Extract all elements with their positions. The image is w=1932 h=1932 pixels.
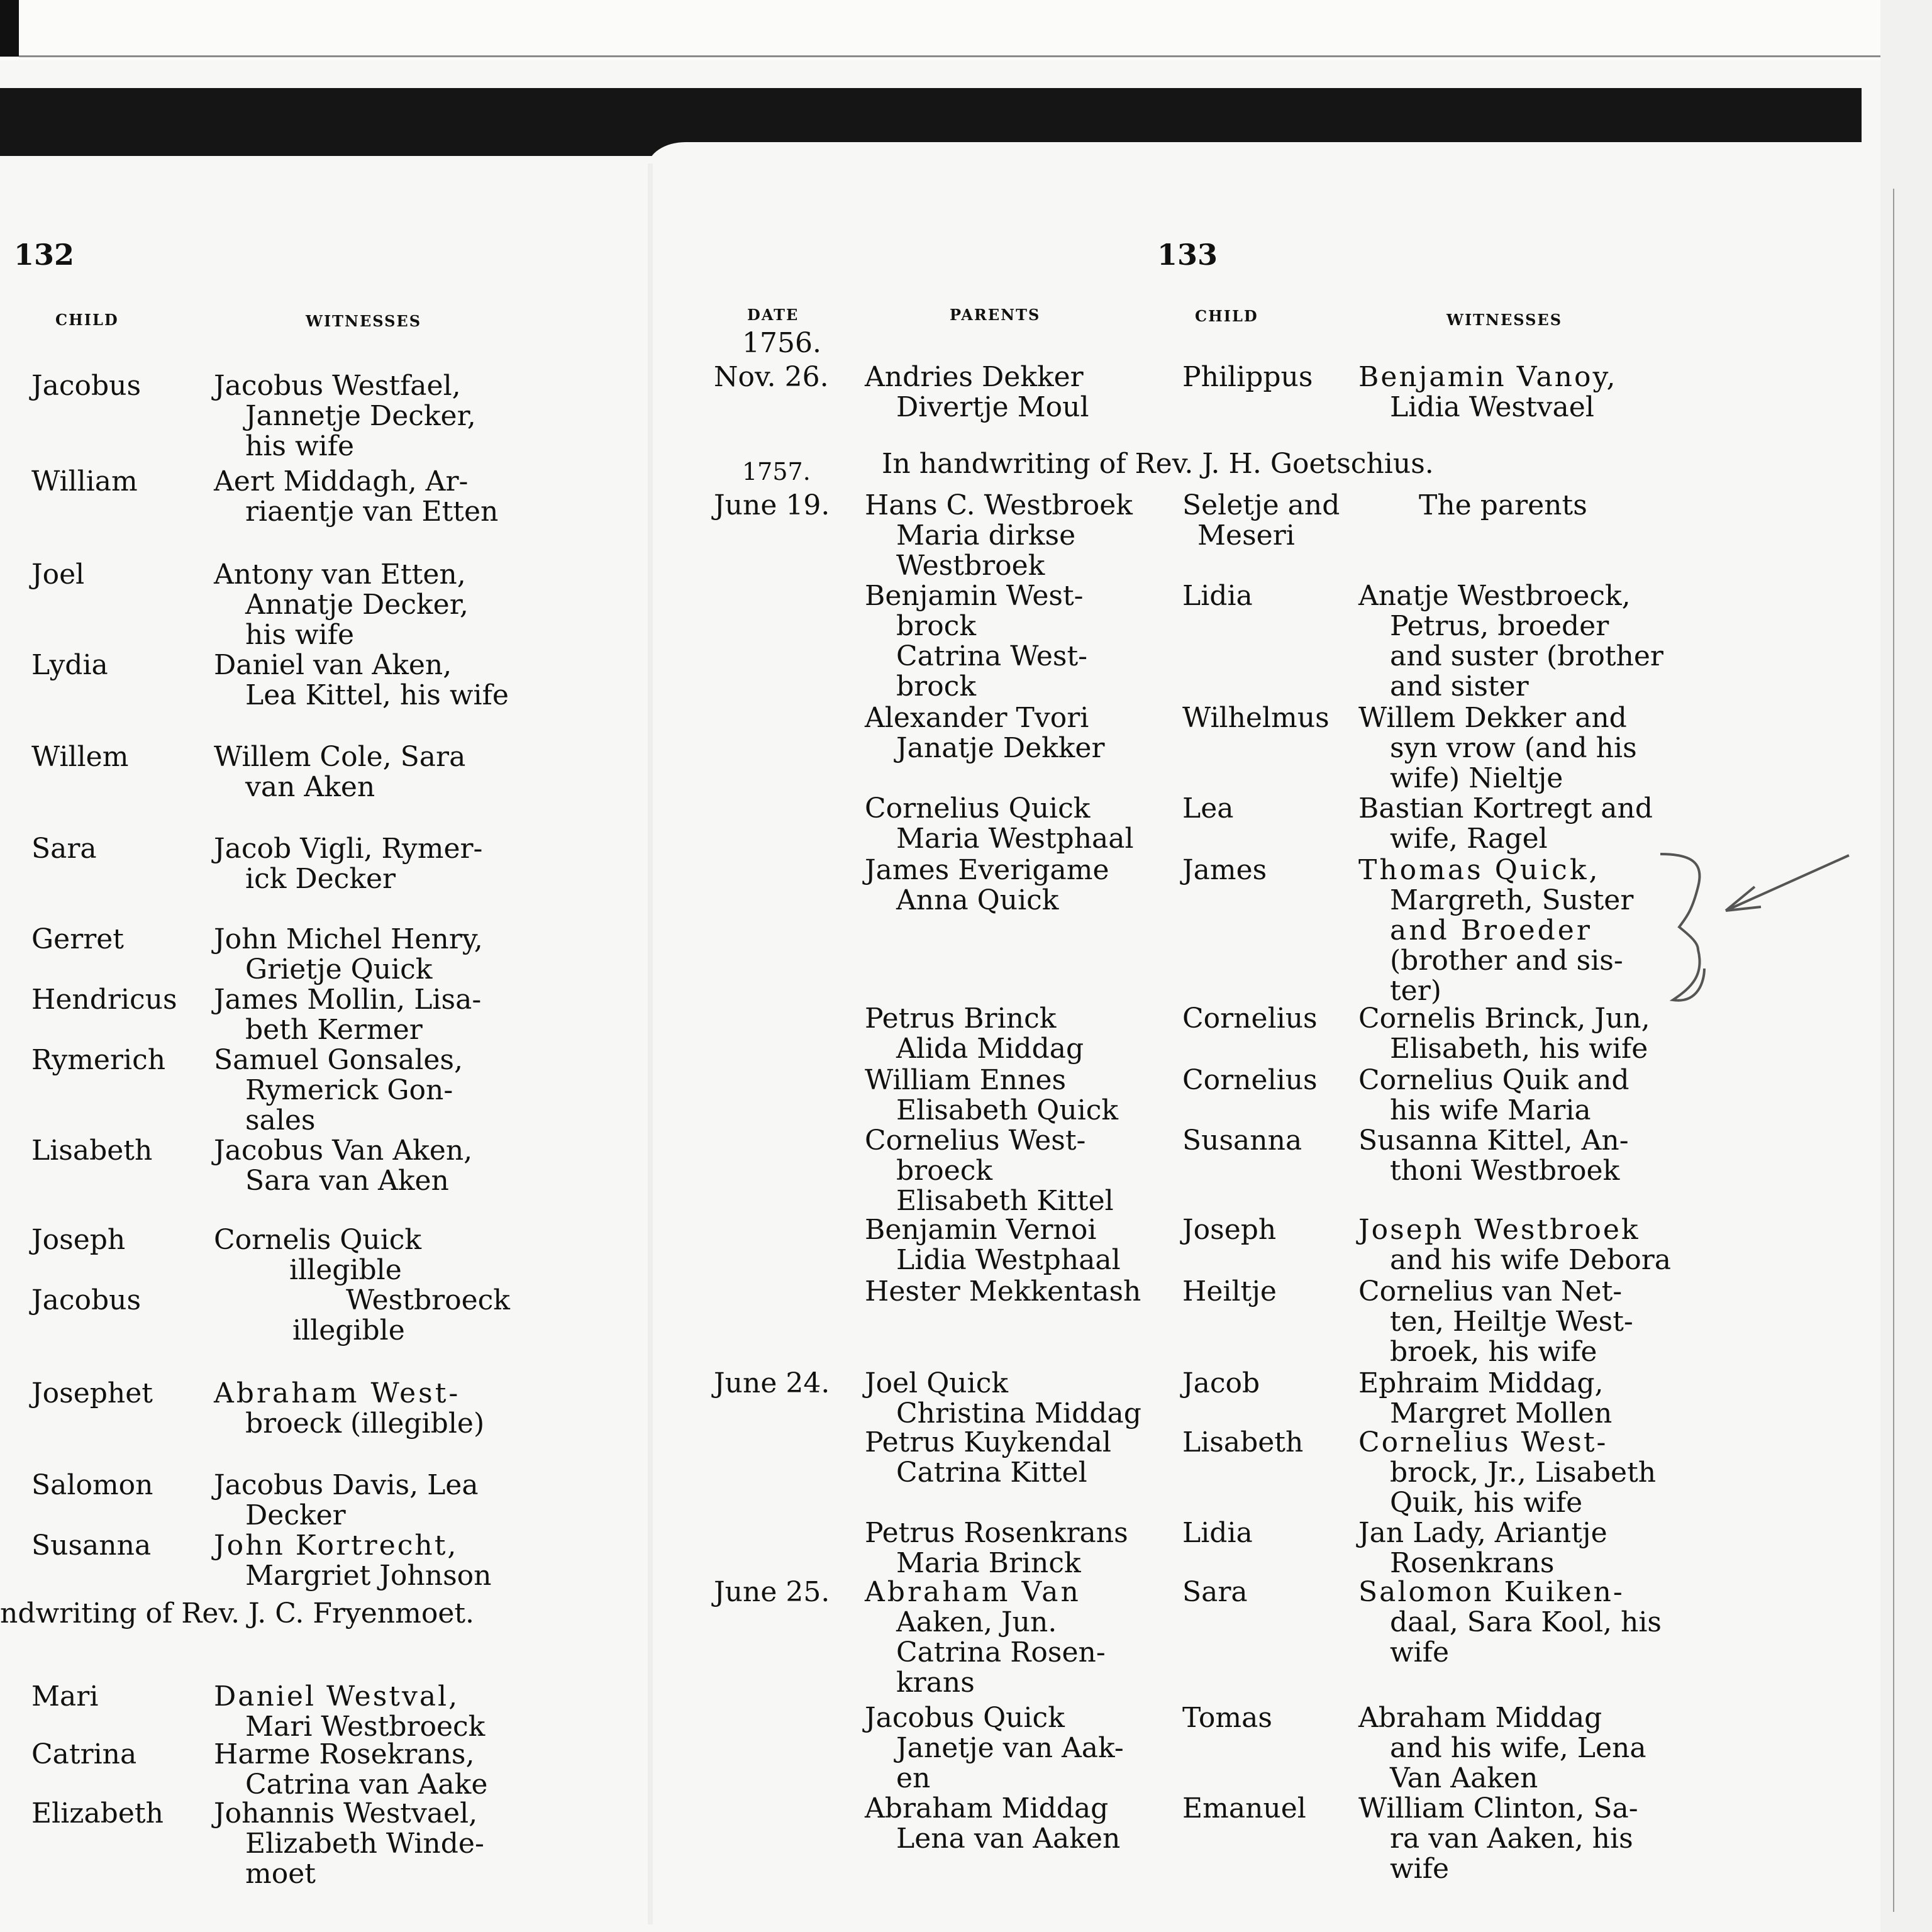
child-name: Cornelius bbox=[1182, 1064, 1318, 1096]
witnesses: Anatje Westbroeck, Petrus, broeder and suster (brother and sister bbox=[1358, 580, 1663, 702]
right-header-child: CHILD bbox=[1195, 307, 1258, 325]
child-name: Tomas bbox=[1182, 1702, 1272, 1734]
child-name: Emanuel bbox=[1182, 1792, 1306, 1824]
child-name: Cornelius bbox=[1182, 1002, 1318, 1035]
witnesses: William Clinton, Sa- ra van Aaken, his wife bbox=[1358, 1792, 1638, 1885]
witnesses: Jacob Vigli, Rymer- ick Decker bbox=[214, 833, 483, 895]
parents: Cornelius Quick Maria Westphaal bbox=[865, 792, 1134, 855]
parents: Petrus Rosenkrans Maria Brinck bbox=[865, 1517, 1128, 1579]
child-name: Willem bbox=[31, 741, 129, 773]
witnesses: Cornelius van Net- ten, Heiltje West- broek, his wife bbox=[1358, 1275, 1633, 1368]
child-name: Joseph bbox=[31, 1224, 126, 1256]
witnesses: John Michel Henry, Grietje Quick bbox=[214, 923, 483, 985]
child-name: Wilhelmus bbox=[1182, 702, 1330, 734]
witnesses: Salomon Kuiken- daal, Sara Kool, his wife bbox=[1358, 1576, 1662, 1668]
child-name: Lisabeth bbox=[1182, 1426, 1304, 1458]
right-header-date: DATE bbox=[747, 306, 799, 324]
child-name: Sara bbox=[31, 833, 97, 865]
witnesses: Susanna Kittel, An- thoni Westbroek bbox=[1358, 1124, 1629, 1187]
witnesses: John Kortrecht, Margriet Johnson bbox=[214, 1530, 492, 1592]
entry-date: Nov. 26. bbox=[714, 361, 829, 393]
child-name: Joseph bbox=[1182, 1214, 1277, 1246]
child-name: Mari bbox=[31, 1680, 99, 1713]
parents: William Ennes Elisabeth Quick bbox=[865, 1064, 1119, 1126]
child-name: Seletje and Meseri bbox=[1182, 489, 1340, 552]
witnesses: Ephraim Middag, Margret Mollen bbox=[1358, 1367, 1613, 1430]
child-name: Lea bbox=[1182, 792, 1234, 824]
right-header-witnesses: WITNESSES bbox=[1446, 311, 1563, 329]
child-name: James bbox=[1182, 854, 1267, 886]
witnesses: Cornelius West- brock, Jr., Lisabeth Quik, his wife bbox=[1358, 1426, 1657, 1519]
year-1756: 1756. bbox=[742, 327, 821, 359]
witnesses: Harme Rosekrans, Catrina van Aake bbox=[214, 1738, 488, 1801]
right-handwriting-note: In handwriting of Rev. J. H. Goetschius. bbox=[882, 448, 1434, 480]
entry-date: June 19. bbox=[714, 489, 830, 521]
witnesses: The parents bbox=[1419, 489, 1587, 521]
witnesses: Thomas Quick, Margreth, Suster and Broeder (brother and sis- ter) bbox=[1358, 854, 1634, 1007]
parents: Abraham Middag Lena van Aaken bbox=[865, 1792, 1121, 1855]
child-name: William bbox=[31, 465, 138, 497]
witnesses: Benjamin Vanoy, Lidia Westvael bbox=[1358, 361, 1618, 423]
parents: Andries Dekker Divertje Moul bbox=[865, 361, 1089, 423]
child-name: Jacobus bbox=[31, 370, 142, 402]
witnesses: Daniel Westval, Mari Westbroeck bbox=[214, 1680, 486, 1743]
witnesses: Abraham Middag and his wife, Lena Van Aaken bbox=[1358, 1702, 1646, 1794]
year-1757: 1757. bbox=[742, 458, 811, 486]
left-header-child: CHILD bbox=[55, 311, 119, 329]
parents: Jacobus Quick Janetje van Aak- en bbox=[865, 1702, 1124, 1794]
parents: Cornelius West- broeck Elisabeth Kittel bbox=[865, 1124, 1114, 1217]
witnesses: Jacobus Van Aken, Sara van Aken bbox=[214, 1135, 473, 1197]
witnesses: Jacobus Davis, Lea Decker bbox=[214, 1469, 479, 1531]
child-name: Susanna bbox=[31, 1530, 152, 1562]
right-header-parents: PARENTS bbox=[950, 306, 1041, 324]
witnesses: Daniel van Aken, Lea Kittel, his wife bbox=[214, 649, 509, 711]
witnesses: Samuel Gonsales, Rymerick Gon- sales bbox=[214, 1044, 463, 1136]
child-name: Sara bbox=[1182, 1576, 1248, 1608]
parents: Joel Quick Christina Middag bbox=[865, 1367, 1141, 1430]
child-name: Jacob bbox=[1182, 1367, 1260, 1399]
parents: James Everigame Anna Quick bbox=[865, 854, 1109, 916]
witnesses: Cornelis Brinck, Jun, Elisabeth, his wife bbox=[1358, 1002, 1650, 1065]
child-name: Rymerich bbox=[31, 1044, 166, 1076]
child-name: Jacobus bbox=[31, 1284, 142, 1316]
witnesses: Johannis Westvael, Elizabeth Winde- moet bbox=[214, 1797, 484, 1890]
witnesses: James Mollin, Lisa- beth Kermer bbox=[214, 984, 482, 1046]
right-page-number: 133 bbox=[1157, 238, 1218, 272]
child-name: Lidia bbox=[1182, 580, 1253, 612]
witnesses: Bastian Kortregt and wife, Ragel bbox=[1358, 792, 1653, 855]
witnesses: Aert Middagh, Ar- riaentje van Etten bbox=[214, 465, 499, 528]
parents: Abraham Van Aaken, Jun. Catrina Rosen- krans bbox=[865, 1576, 1106, 1699]
witnesses: Willem Cole, Sara van Aken bbox=[214, 741, 466, 803]
entry-date: June 25. bbox=[714, 1576, 830, 1608]
child-name: Salomon bbox=[31, 1469, 153, 1501]
parents: Petrus Brinck Alida Middag bbox=[865, 1002, 1084, 1065]
witnesses: Willem Dekker and syn vrow (and his wife) Nieltje bbox=[1358, 702, 1637, 794]
child-name: Lisabeth bbox=[31, 1135, 153, 1167]
left-header-witnesses: WITNESSES bbox=[306, 312, 422, 330]
parents: Hans C. Westbroek Maria dirkse Westbroek bbox=[865, 489, 1133, 582]
parents: Benjamin Vernoi Lidia Westphaal bbox=[865, 1214, 1121, 1276]
witnesses: Cornelius Quik and his wife Maria bbox=[1358, 1064, 1629, 1126]
child-name: Gerret bbox=[31, 923, 124, 955]
child-name: Joel bbox=[31, 558, 85, 591]
child-name: Hendricus bbox=[31, 984, 177, 1016]
parents: Alexander Tvori Janatje Dekker bbox=[865, 702, 1105, 764]
witnesses: Joseph Westbroek and his wife Debora bbox=[1358, 1214, 1671, 1276]
child-name: Susanna bbox=[1182, 1124, 1302, 1157]
pencil-arrow-icon bbox=[1726, 855, 1849, 911]
witnesses: Jan Lady, Ariantje Rosenkrans bbox=[1358, 1517, 1607, 1579]
child-name: Catrina bbox=[31, 1738, 137, 1770]
parents: Hester Mekkentash bbox=[865, 1275, 1141, 1307]
left-page-number: 132 bbox=[14, 238, 75, 272]
child-name: Philippus bbox=[1182, 361, 1313, 393]
child-name: Josephet bbox=[31, 1377, 153, 1409]
entry-date: June 24. bbox=[714, 1367, 830, 1399]
parents: Benjamin West- brock Catrina West- brock bbox=[865, 580, 1088, 702]
parents: Petrus Kuykendal Catrina Kittel bbox=[865, 1426, 1111, 1489]
child-name: Elizabeth bbox=[31, 1797, 164, 1829]
witnesses: Westbroeck illegible bbox=[292, 1284, 510, 1346]
witnesses: Jacobus Westfael, Jannetje Decker, his wife bbox=[214, 370, 476, 462]
left-handwriting-note: ndwriting of Rev. J. C. Fryenmoet. bbox=[0, 1597, 475, 1629]
witnesses: Cornelis Quick illegible bbox=[214, 1224, 422, 1286]
witnesses: Antony van Etten, Annatje Decker, his wife bbox=[214, 558, 469, 651]
child-name: Lidia bbox=[1182, 1517, 1253, 1549]
child-name: Heiltje bbox=[1182, 1275, 1277, 1307]
child-name: Lydia bbox=[31, 649, 108, 681]
pencil-brace-mark bbox=[1660, 854, 1704, 1001]
witnesses: Abraham West- broeck (illegible) bbox=[214, 1377, 485, 1440]
